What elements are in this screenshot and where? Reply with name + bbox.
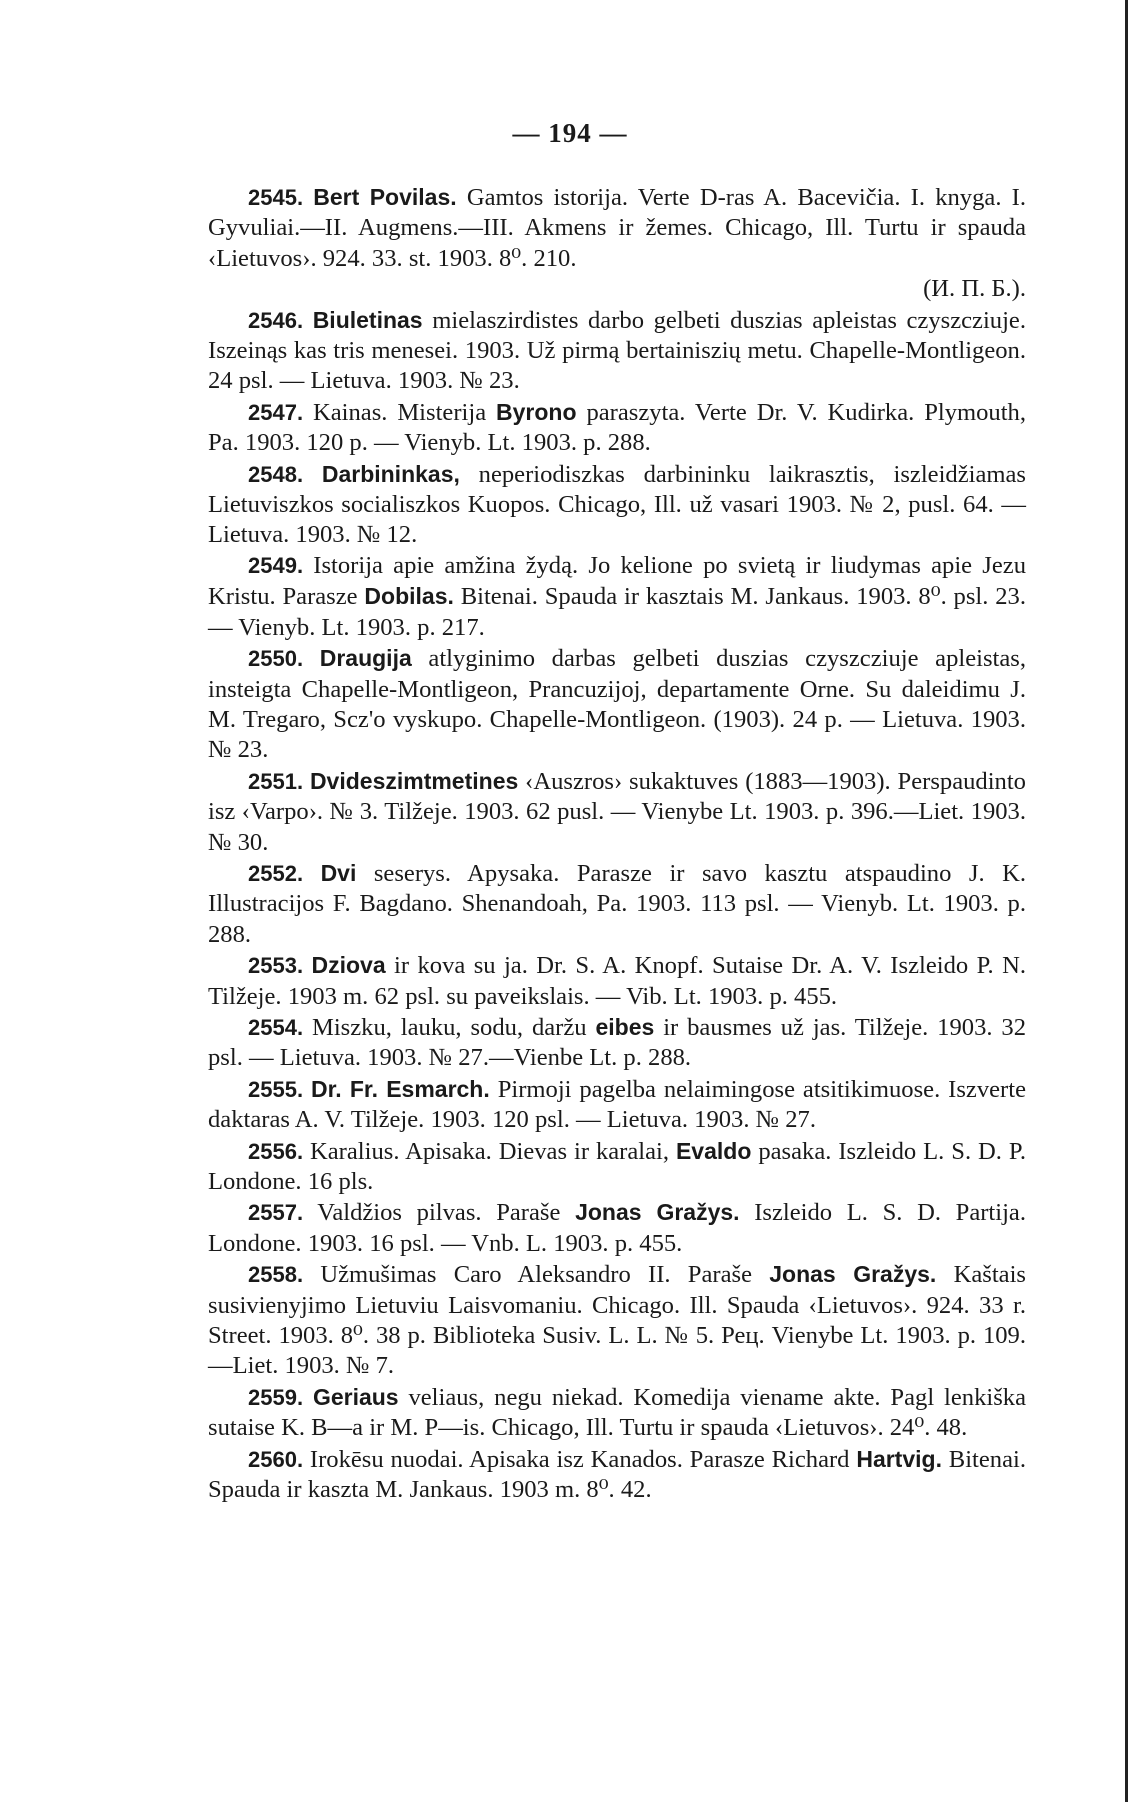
entry-pretext: Valdžios pilvas. Paraše — [303, 1199, 576, 1227]
entry-heading: Geriaus — [312, 1383, 399, 1410]
entry-number: 2550. — [248, 646, 304, 672]
entry-text: pasaka. Iszleido L. S. D. P. Londone. 16 pls. — [208, 1137, 1026, 1195]
entry-heading: Byrono — [496, 398, 577, 425]
bibliography-entry — [208, 643, 1026, 766]
entry-text: Bitenai. Spauda ir kaszta M. Jankaus. 1903 m. 8⁰. 42. — [208, 1445, 1026, 1504]
bibliography-entry — [208, 766, 1026, 858]
entry-text: Kaštais susivienyjimo Lietuviu Laisvomaniu. Chicago. Ill. Spauda ‹Lietuvos›. 924. 33 r. Street. 1903. 8⁰. 38 p. Biblioteka Susiv. L. L. № 5. Рец. Vienybe Lt. 1903. p. 109.—Liet. 1903. № 7. — [208, 1261, 1026, 1380]
entry-text: neperiodiszkas darbininku laikrasztis, iszleidžiamas Lietuviszkos socialiszkos Kuopos. Chicago, Ill. už vasari 1903. № 2, pusl. 64. — Lietuva. 1903. № 12. — [208, 460, 1026, 549]
entry-heading: Biuletinas — [312, 306, 423, 333]
entry-text: Gamtos istorija. Verte D-ras A. Bacevičia. I. knyga. I. Gyvuliai.—II. Augmens.—III. Akmens ir žemes. Chicago, Ill. Turtu ir spauda ‹Lietuvos›. 924. 33. st. 1903. 8⁰. 210. — [208, 184, 1026, 272]
entry-number: 2555. — [248, 1076, 304, 1102]
entry-text: Bitenai. Spauda ir kasztais M. Jankaus. 1903. 8⁰. psl. 23. — Vienyb. Lt. 1903. p. 217. — [208, 583, 1026, 641]
entry-number: 2553. — [248, 953, 304, 979]
entry-number: 2556. — [248, 1138, 304, 1164]
bibliography-entry — [208, 459, 1026, 551]
bibliography-entry — [208, 1382, 1026, 1444]
entry-text: veliaus, negu niekad. Komedija viename akte. Pagl lenkiška sutaise K. B—a ir M. P—is. Chicago, Ill. Turtu ir spauda ‹Lietuvos›. 24⁰. 48. — [208, 1383, 1026, 1442]
entry-text: Iszleido L. S. D. Partija. Londone. 1903. 16 psl. — Vnb. L. 1903. p. 455. — [208, 1199, 1026, 1257]
entry-pretext: Užmušimas Caro Aleksandro II. Paraše — [303, 1261, 770, 1289]
page-edge-rule — [1125, 0, 1128, 1802]
entry-number: 2548. — [248, 461, 304, 487]
entry-tail: (И. П. Б.). — [923, 275, 1026, 303]
entry-number: 2546. — [248, 307, 304, 333]
entry-text: ir kova su ja. Dr. S. A. Knopf. Sutaise Dr. A. V. Iszleido P. N. Tilžeje. 1903 m. 62 psl. su paveikslais. — Vib. Lt. 1903. p. 455. — [208, 952, 1026, 1010]
entry-heading: Draugija — [319, 645, 412, 672]
entry-text: mielaszirdistes darbo gelbeti duszias apleistas czyszcziuje. Iszeinąs kas tris menesei. 1903. Už pirmą bertainiszių metu. Chapelle-Montligeon. 24 psl. — Lietuva. 1903. № 23. — [208, 306, 1026, 395]
entry-pretext: Miszku, lauku, sodu, daržu — [303, 1013, 596, 1041]
entry-heading: Dobilas. — [364, 583, 454, 610]
entry-number: 2554. — [248, 1014, 304, 1040]
entry-text: ‹Auszros› sukaktuves (1883—1903). Perspaudinto isz ‹Varpo›. № 3. Tilžeje. 1903. 62 pusl. — Vienybe Lt. 1903. p. 396.—Liet. 1903. № 30. — [208, 767, 1026, 856]
bibliography-entry — [208, 950, 1026, 1012]
entry-heading: Dziova — [311, 952, 386, 979]
entry-heading: Dvideszimtmetines — [309, 767, 519, 794]
bibliography-entry — [208, 1074, 1026, 1136]
entry-heading: eibes — [595, 1013, 655, 1040]
entry-number: 2551. — [248, 768, 304, 794]
bibliography-entry — [208, 1197, 1026, 1259]
entries-column — [208, 182, 1026, 1505]
bibliography-entry — [208, 1012, 1026, 1074]
bibliography-entry — [208, 305, 1026, 397]
entry-pretext: Karalius. Apisaka. Dievas ir karalai, — [303, 1137, 676, 1165]
entry-heading: Bert Povilas. — [313, 184, 457, 210]
entry-heading: Jonas Gražys. — [575, 1199, 740, 1226]
entry-heading: Hartvig. — [856, 1445, 942, 1472]
entry-number: 2552. — [248, 860, 304, 886]
entry-heading: Darbininkas, — [321, 460, 460, 487]
bibliography-entry — [208, 397, 1026, 459]
entry-number: 2559. — [248, 1384, 304, 1410]
page-number: — 194 — — [512, 118, 628, 148]
bibliography-entry — [208, 1136, 1026, 1198]
entry-number: 2549. — [248, 552, 304, 578]
entry-pretext: Kainas. Misterija — [303, 398, 497, 426]
bibliography-entry — [208, 1444, 1026, 1506]
bibliography-entry — [208, 858, 1026, 950]
entry-text: paraszyta. Verte Dr. V. Kudirka. Plymouth, Pa. 1903. 120 p. — Vienyb. Lt. 1903. p. 288. — [208, 398, 1027, 457]
entry-number: 2557. — [248, 1200, 304, 1226]
entry-number: 2560. — [248, 1446, 304, 1472]
bibliography-entry — [208, 182, 1026, 305]
entry-pretext: Istorija apie amžina žydą. Jo kelione po svietą ir liudymas apie Jezu Kristu. Parasze — [208, 551, 1026, 611]
entry-text: seserys. Apysaka. Parasze ir savo kasztu atspaudino J. K. Illustracijos F. Bagdano. Shenandoah, Pa. 1903. 113 psl. — Vienyb. Lt. 1903. p. 288. — [208, 859, 1027, 948]
bibliography-entry — [208, 1259, 1026, 1382]
entry-text: ir bausmes už jas. Tilžeje. 1903. 32 psl. — Lietuva. 1903. № 27.—Vienbe Lt. p. 288. — [208, 1013, 1027, 1072]
entry-heading: Jonas Gražys. — [769, 1261, 937, 1288]
entry-number: 2558. — [248, 1262, 304, 1288]
entry-pretext: Irokēsu nuodai. Apisaka isz Kanados. Parasze Richard — [303, 1445, 857, 1473]
entry-text: atlyginimo darbas gelbeti duszias czyszcziuje apleistas, insteigta Chapelle-Montligeon, Prancuzijoj, departamente Orne. Su daleidimu J. M. Tregaro, Scz'o vyskupo. Chapelle-Montligeon. (1903). 24 p. — Lietuva. 1903. № 23. — [208, 645, 1026, 764]
entry-text: Pirmoji pagelba nelaimingose atsitikimuose. Iszverte daktaras A. V. Tilžeje. 1903. 120 psl. — Lietuva. 1903. № 27. — [208, 1075, 1027, 1134]
entry-heading: Evaldo — [675, 1137, 752, 1164]
entry-number: 2547. — [248, 399, 304, 425]
entry-heading: Dvi — [320, 859, 357, 886]
bibliography-entry — [208, 551, 1026, 643]
entry-number: 2545. — [248, 185, 304, 210]
entry-heading: Dr. Fr. Esmarch. — [311, 1075, 490, 1102]
